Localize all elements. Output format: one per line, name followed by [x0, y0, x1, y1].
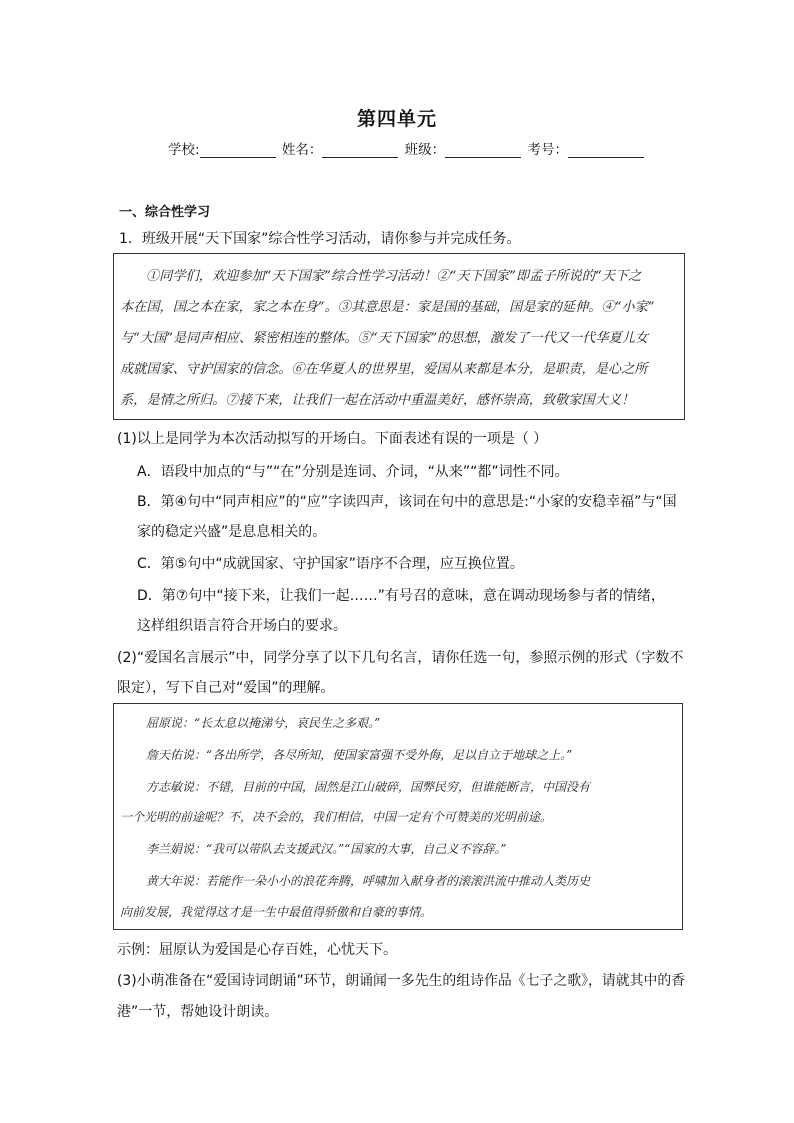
sub-question-2-stem: (2)“爱国名言展示”中，同学分享了以下几句名言，请你任选一句，参照示例的形式（字数不: [117, 650, 684, 666]
quote-line: 向前发展，我觉得这才是一生中最值得骄傲和自豪的事情。: [120, 905, 433, 919]
quote-line: 一个光明的前途呢？不，决不会的，我们相信，中国一定有个可赞美的光明前途。: [120, 810, 553, 824]
quote-line: 屈原说：“长太息以掩涕兮，哀民生之多艰。”: [146, 716, 381, 730]
name-blank[interactable]: [322, 143, 398, 158]
option-b-continued: 家的稳定兴盛”是息息相关的。: [137, 524, 327, 540]
class-label: 班级：: [404, 142, 446, 158]
sub-question-3-stem-continued: 港”一节，帮她设计朗读。: [117, 1004, 279, 1020]
option-b[interactable]: B．第④句中“同声相应”的“应”字读四声，该词在句中的意思是:“小家的安稳幸福”与“国: [137, 494, 677, 510]
example-answer: 示例：屈原认为爱国是心存百姓，心忧天下。: [117, 942, 397, 958]
sub-question-1-stem: (1)以上是同学为本次活动拟写的开场白。下面表述有误的一项是（ ）: [117, 431, 548, 447]
quote-line: 黄大年说：若能作一朵小小的浪花奔腾，呼啸加入献身者的滚滚洪流中推动人类历史: [146, 874, 591, 888]
passage-line: 成就国家、守护国家的信念。⑥在华夏人的世界里，爱国从来都是本分，是职责，是心之所: [120, 362, 648, 377]
page-title: 第四单元: [356, 108, 437, 130]
section-heading: 一、综合性学习: [119, 205, 211, 220]
passage-line: ①同学们，欢迎参加“天下国家”综合性学习活动！②“天下国家”即孟子所说的“天下之: [146, 269, 642, 284]
sub-question-3-stem: (3)小萌准备在“爱国诗词朗诵”环节，朗诵闻一多先生的组诗作品《七子之歌》，请就其中的香: [117, 973, 686, 989]
school-blank[interactable]: [200, 143, 276, 158]
exam-number-blank[interactable]: [568, 143, 644, 158]
option-c[interactable]: C．第⑤句中“成就国家、守护国家”语序不合理，应互换位置。: [137, 556, 524, 572]
quote-line: 詹天佑说：“各出所学，各尽所知，使国家富强不受外侮，足以自立于地球之上。”: [146, 748, 573, 762]
option-d[interactable]: D．第⑦句中“接下来，让我们一起……”有号召的意味，意在调动现场参与者的情绪，: [137, 588, 665, 604]
option-d-continued: 这样组织语言符合开场白的要求。: [137, 618, 347, 634]
question-1-intro: 1．班级开展“天下国家”综合性学习活动，请你参与并完成任务。: [119, 231, 521, 247]
option-a[interactable]: A．语段中加点的“与”“在”分别是连词、介词，“从来”“都”词性不同。: [137, 464, 569, 480]
passage-line: 本在国，国之本在家，家之本在身”。③其意思是：家是国的基础，国是家的延伸。④“小家”: [120, 300, 655, 315]
exam-number-label: 考号：: [527, 142, 568, 158]
school-label: 学校:: [168, 142, 200, 158]
passage-line: 与“大国”是同声相应、紧密相连的整体。⑤“天下国家”的思想，激发了一代又一代华夏儿女: [120, 331, 649, 346]
quote-line: 李兰娟说：“我可以带队去支援武汉。”“国家的大事，自己义不容辞。”: [146, 842, 507, 856]
sub-question-2-stem-continued: 限定），写下自己对“爱国”的理解。: [117, 680, 335, 696]
class-blank[interactable]: [445, 143, 521, 158]
passage-line: 系，是情之所归。⑦接下来，让我们一起在活动中重温美好，感怀崇高，致敬家国大义！: [120, 393, 635, 408]
student-info-row: [168, 138, 646, 158]
quote-line: 方志敏说：不错，目前的中国，固然是江山破碎，国弊民穷，但谁能断言，中国没有: [146, 780, 591, 794]
name-label: 姓名：: [281, 142, 323, 158]
